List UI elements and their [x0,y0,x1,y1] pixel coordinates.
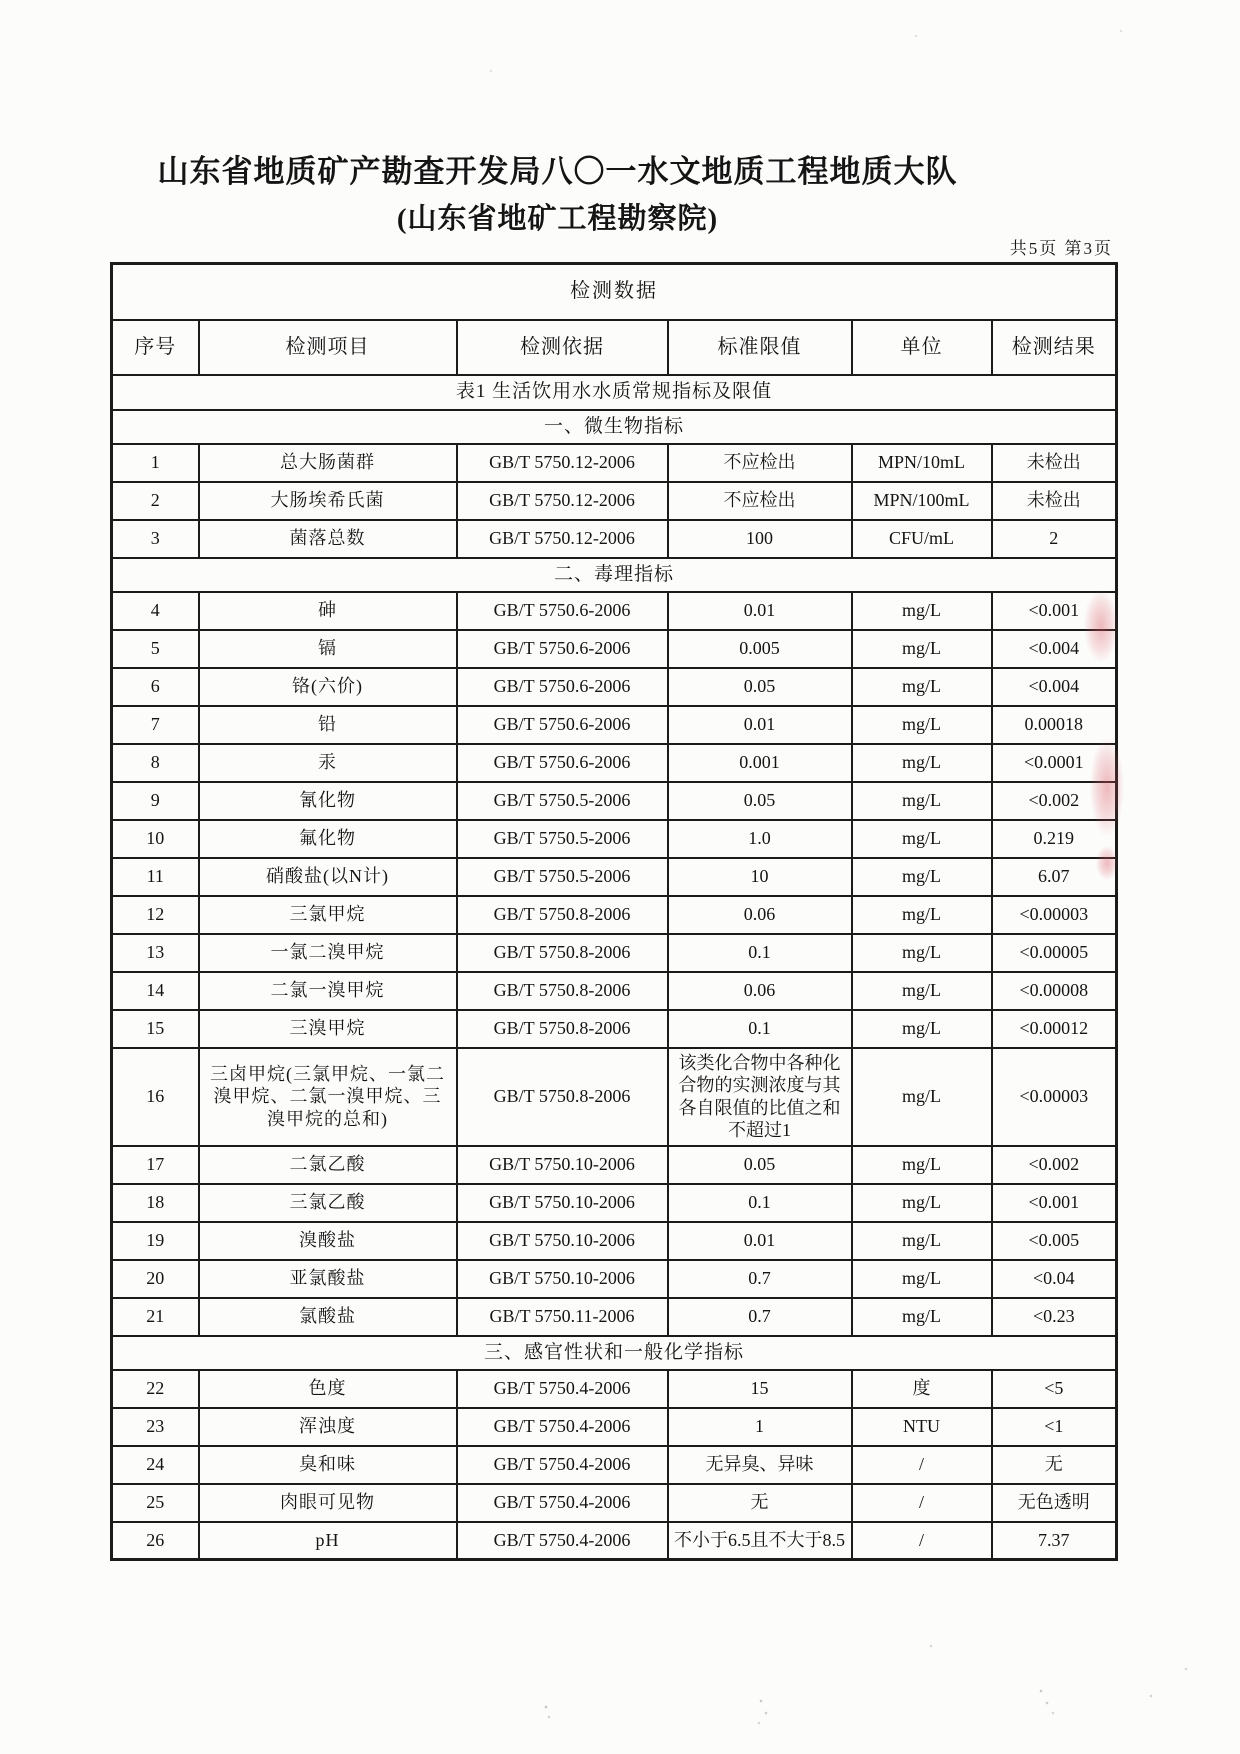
cell-no: 20 [112,1260,199,1298]
section-heading-row [112,1336,1117,1370]
cell-method: GB/T 5750.5-2006 [457,820,668,858]
page-title: 山东省地质矿产勘查开发局八〇一水文地质工程地质大队 [157,154,958,189]
cell-no: 4 [112,592,199,630]
cell-no: 25 [112,1484,199,1522]
cell-item: 铅 [199,706,457,744]
cell-unit: mg/L [852,592,992,630]
cell-item: 菌落总数 [199,520,457,558]
cell-no: 13 [112,934,199,972]
cell-item: 亚氯酸盐 [199,1260,457,1298]
cell-result: <0.005 [992,1222,1117,1260]
cell-result: 未检出 [992,482,1117,520]
cell-method: GB/T 5750.4-2006 [457,1484,668,1522]
cell-limit: 1 [668,1408,852,1446]
cell-item: 色度 [199,1370,457,1408]
cell-no: 17 [112,1146,199,1184]
table-caption-row [112,264,1117,320]
table-row [112,1484,1117,1522]
cell-limit: 0.05 [668,1146,852,1184]
cell-limit: 0.1 [668,1184,852,1222]
col-header-method: 检测依据 [457,320,668,375]
cell-no: 11 [112,858,199,896]
cell-method: GB/T 5750.8-2006 [457,1048,668,1146]
cell-unit: mg/L [852,706,992,744]
table-note: 表1 生活饮用水水质常规指标及限值 [112,375,1117,410]
section-heading: 三、感官性状和一般化学指标 [112,1336,1117,1370]
cell-result: 7.37 [992,1522,1117,1560]
cell-no: 2 [112,482,199,520]
cell-no: 15 [112,1010,199,1048]
cell-limit: 0.01 [668,592,852,630]
cell-unit: mg/L [852,858,992,896]
cell-unit: NTU [852,1408,992,1446]
cell-method: GB/T 5750.4-2006 [457,1408,668,1446]
red-stamp-mark [1084,590,1118,662]
scan-noise [0,0,2,2]
cell-method: GB/T 5750.8-2006 [457,896,668,934]
table-row [112,1260,1117,1298]
cell-unit: CFU/mL [852,520,992,558]
cell-no: 1 [112,444,199,482]
cell-result: <0.0001 [992,744,1117,782]
section-heading: 二、毒理指标 [112,558,1117,592]
table-row [112,520,1117,558]
section-heading: 一、微生物指标 [112,410,1117,444]
cell-result: <0.002 [992,782,1117,820]
cell-item: 溴酸盐 [199,1222,457,1260]
table-row [112,630,1117,668]
cell-limit: 无 [668,1484,852,1522]
cell-no: 9 [112,782,199,820]
red-stamp-mark [1096,846,1118,880]
cell-method: GB/T 5750.10-2006 [457,1146,668,1184]
cell-limit: 0.01 [668,1222,852,1260]
cell-method: GB/T 5750.8-2006 [457,972,668,1010]
cell-item: 三溴甲烷 [199,1010,457,1048]
col-header-result: 检测结果 [992,320,1117,375]
cell-method: GB/T 5750.8-2006 [457,1010,668,1048]
cell-unit: mg/L [852,782,992,820]
cell-unit: MPN/100mL [852,482,992,520]
cell-method: GB/T 5750.12-2006 [457,482,668,520]
cell-item: 三氯甲烷 [199,896,457,934]
table-header-row [112,320,1117,375]
cell-limit: 1.0 [668,820,852,858]
table-row [112,706,1117,744]
cell-unit: mg/L [852,1222,992,1260]
table-row [112,592,1117,630]
cell-item: 汞 [199,744,457,782]
table-row [112,444,1117,482]
table-row [112,1184,1117,1222]
cell-method: GB/T 5750.5-2006 [457,858,668,896]
table-row [112,782,1117,820]
cell-no: 3 [112,520,199,558]
table-row [112,1298,1117,1336]
cell-item: 氯酸盐 [199,1298,457,1336]
cell-limit: 0.06 [668,972,852,1010]
cell-method: GB/T 5750.6-2006 [457,706,668,744]
cell-no: 21 [112,1298,199,1336]
cell-limit: 0.06 [668,896,852,934]
cell-result: <0.23 [992,1298,1117,1336]
cell-result: <1 [992,1408,1117,1446]
cell-method: GB/T 5750.10-2006 [457,1222,668,1260]
cell-result: <0.002 [992,1146,1117,1184]
section-heading-row [112,410,1117,444]
cell-item: 二氯一溴甲烷 [199,972,457,1010]
cell-no: 23 [112,1408,199,1446]
table-row [112,820,1117,858]
cell-method: GB/T 5750.11-2006 [457,1298,668,1336]
cell-method: GB/T 5750.4-2006 [457,1522,668,1560]
cell-result: <0.001 [992,1184,1117,1222]
cell-item: 三氯乙酸 [199,1184,457,1222]
cell-unit: mg/L [852,972,992,1010]
table-row [112,1408,1117,1446]
cell-method: GB/T 5750.5-2006 [457,782,668,820]
cell-item: 大肠埃希氏菌 [199,482,457,520]
cell-no: 16 [112,1048,199,1146]
table-row [112,934,1117,972]
cell-unit: mg/L [852,1260,992,1298]
cell-unit: / [852,1446,992,1484]
cell-result: <0.00012 [992,1010,1117,1048]
red-stamp-mark [1090,738,1124,836]
cell-item: 硝酸盐(以N计) [199,858,457,896]
cell-method: GB/T 5750.6-2006 [457,668,668,706]
cell-item: 二氯乙酸 [199,1146,457,1184]
page-subtitle: (山东省地矿工程勘察院) [396,203,719,235]
cell-limit: 0.1 [668,934,852,972]
cell-result: 6.07 [992,858,1117,896]
cell-result: 0.00018 [992,706,1117,744]
page-number-info: 共5页 第3页 [1009,239,1113,258]
cell-item: 总大肠菌群 [199,444,457,482]
cell-method: GB/T 5750.6-2006 [457,630,668,668]
cell-result: <0.00005 [992,934,1117,972]
cell-item: 氟化物 [199,820,457,858]
cell-limit: 不应检出 [668,482,852,520]
cell-result: 未检出 [992,444,1117,482]
cell-result: 无色透明 [992,1484,1117,1522]
cell-method: GB/T 5750.12-2006 [457,444,668,482]
cell-no: 19 [112,1222,199,1260]
cell-unit: 度 [852,1370,992,1408]
table-row [112,1010,1117,1048]
cell-item: 镉 [199,630,457,668]
cell-no: 24 [112,1446,199,1484]
cell-unit: mg/L [852,668,992,706]
table-row [112,1048,1117,1146]
cell-limit: 10 [668,858,852,896]
cell-no: 12 [112,896,199,934]
cell-limit: 15 [668,1370,852,1408]
cell-unit: mg/L [852,1146,992,1184]
table-caption: 检测数据 [112,264,1117,320]
cell-item: 氰化物 [199,782,457,820]
cell-limit: 0.05 [668,668,852,706]
table-note-row [112,375,1117,410]
section-heading-row [112,558,1117,592]
cell-method: GB/T 5750.8-2006 [457,934,668,972]
cell-result: 2 [992,520,1117,558]
cell-limit: 不小于6.5且不大于8.5 [668,1522,852,1560]
table-row [112,1146,1117,1184]
cell-unit: mg/L [852,630,992,668]
table-row [112,1222,1117,1260]
cell-result: <0.04 [992,1260,1117,1298]
cell-no: 6 [112,668,199,706]
cell-result: <0.004 [992,668,1117,706]
cell-method: GB/T 5750.10-2006 [457,1184,668,1222]
table-row [112,1370,1117,1408]
table-row [112,972,1117,1010]
cell-no: 18 [112,1184,199,1222]
cell-unit: mg/L [852,744,992,782]
cell-method: GB/T 5750.4-2006 [457,1446,668,1484]
cell-item: 一氯二溴甲烷 [199,934,457,972]
cell-no: 5 [112,630,199,668]
cell-limit: 0.7 [668,1260,852,1298]
results-table-body [112,264,1117,1560]
cell-limit: 不应检出 [668,444,852,482]
cell-item: 铬(六价) [199,668,457,706]
cell-limit: 该类化合物中各种化合物的实测浓度与其各自限值的比值之和不超过1 [668,1048,852,1146]
col-header-unit: 单位 [852,320,992,375]
cell-result: <0.00003 [992,896,1117,934]
cell-no: 7 [112,706,199,744]
table-row [112,1446,1117,1484]
cell-method: GB/T 5750.6-2006 [457,744,668,782]
cell-limit: 0.01 [668,706,852,744]
cell-limit: 0.1 [668,1010,852,1048]
cell-item: 砷 [199,592,457,630]
cell-result: <0.004 [992,630,1117,668]
table-row [112,896,1117,934]
cell-unit: mg/L [852,1184,992,1222]
cell-no: 8 [112,744,199,782]
cell-result: 无 [992,1446,1117,1484]
cell-unit: MPN/10mL [852,444,992,482]
cell-limit: 0.005 [668,630,852,668]
cell-no: 14 [112,972,199,1010]
table-row [112,482,1117,520]
cell-method: GB/T 5750.6-2006 [457,592,668,630]
col-header-limit: 标准限值 [668,320,852,375]
cell-result: 0.219 [992,820,1117,858]
cell-item: pH [199,1522,457,1560]
cell-limit: 100 [668,520,852,558]
cell-limit: 0.05 [668,782,852,820]
col-header-no: 序号 [112,320,199,375]
cell-no: 26 [112,1522,199,1560]
cell-unit: mg/L [852,934,992,972]
cell-result: <0.00008 [992,972,1117,1010]
cell-result: <0.001 [992,592,1117,630]
cell-unit: / [852,1522,992,1560]
cell-item: 臭和味 [199,1446,457,1484]
table-row [112,858,1117,896]
table-row [112,744,1117,782]
cell-unit: / [852,1484,992,1522]
cell-method: GB/T 5750.10-2006 [457,1260,668,1298]
table-row [112,1522,1117,1560]
cell-unit: mg/L [852,1010,992,1048]
cell-item: 浑浊度 [199,1408,457,1446]
cell-unit: mg/L [852,1298,992,1336]
cell-item: 三卤甲烷(三氯甲烷、一氯二溴甲烷、二氯一溴甲烷、三溴甲烷的总和) [199,1048,457,1146]
cell-no: 22 [112,1370,199,1408]
cell-limit: 0.7 [668,1298,852,1336]
cell-unit: mg/L [852,896,992,934]
cell-method: GB/T 5750.4-2006 [457,1370,668,1408]
table-row [112,668,1117,706]
cell-unit: mg/L [852,1048,992,1146]
cell-limit: 0.001 [668,744,852,782]
cell-item: 肉眼可见物 [199,1484,457,1522]
cell-unit: mg/L [852,820,992,858]
results-table [110,262,1118,1561]
col-header-item: 检测项目 [199,320,457,375]
cell-no: 10 [112,820,199,858]
cell-result: <5 [992,1370,1117,1408]
cell-result: <0.00003 [992,1048,1117,1146]
cell-limit: 无异臭、异味 [668,1446,852,1484]
cell-method: GB/T 5750.12-2006 [457,520,668,558]
